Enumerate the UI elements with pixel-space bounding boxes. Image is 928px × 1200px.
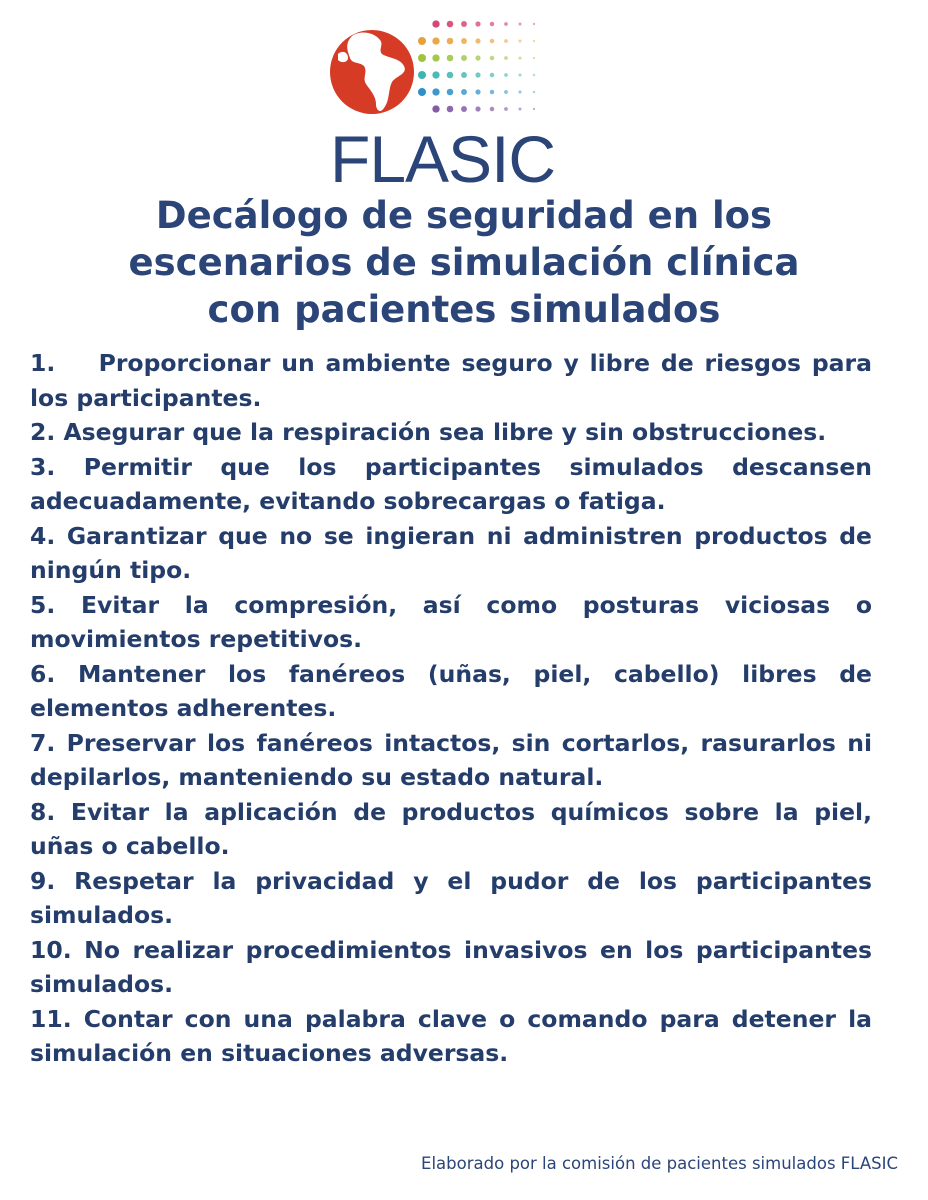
item-number: 4. bbox=[30, 521, 56, 550]
list-item bbox=[30, 657, 872, 726]
logo-dot bbox=[447, 89, 454, 96]
title-line-1: Decálogo de seguridad en los bbox=[155, 194, 773, 237]
logo-dot bbox=[461, 21, 467, 27]
logo-dot bbox=[461, 55, 467, 61]
logo-dot bbox=[475, 72, 480, 77]
logo-dot bbox=[418, 88, 426, 96]
item-number: 8. bbox=[30, 797, 56, 826]
logo-dot bbox=[490, 107, 495, 112]
item-text: Proporcionar un ambiente seguro y libre de riesgos para los participantes. bbox=[30, 349, 872, 412]
item-number: 9. bbox=[30, 866, 56, 895]
item-number: 6. bbox=[30, 659, 56, 688]
logo-dot bbox=[533, 40, 535, 42]
item-text: Mantener los fanéreos (uñas, piel, cabello) libres de elementos adherentes. bbox=[30, 659, 872, 722]
item-text: Asegurar que la respiración sea libre y sin obstrucciones. bbox=[63, 418, 827, 446]
item-number: 5. bbox=[30, 590, 56, 619]
title-line-2: escenarios de simulación clínica bbox=[128, 241, 800, 284]
item-text: No realizar procedimientos invasivos en los participantes simulados. bbox=[30, 935, 873, 998]
logo-dot bbox=[490, 39, 495, 44]
logo-dot bbox=[533, 23, 535, 25]
logo-dot bbox=[490, 22, 495, 27]
logo-dot bbox=[533, 91, 535, 93]
logo-dot bbox=[447, 106, 454, 113]
item-number: 7. bbox=[30, 728, 56, 757]
item-text: Permitir que los participantes simulados descansen adecuadamente, evitando sobrecargas o fatiga. bbox=[30, 452, 872, 515]
logo-dot bbox=[518, 22, 521, 25]
logo-dot bbox=[518, 56, 521, 59]
logo-dot bbox=[504, 90, 508, 94]
logo-dot bbox=[518, 90, 521, 93]
logo-dot bbox=[518, 107, 521, 110]
item-text: Respetar la privacidad y el pudor de los participantes simulados. bbox=[30, 866, 872, 929]
item-text: Preservar los fanéreos intactos, sin cortarlos, rasurarlos ni depilarlos, manteniendo su estado natural. bbox=[30, 728, 872, 791]
logo-dot bbox=[533, 108, 535, 110]
logo-dot bbox=[432, 54, 439, 61]
logo-dot bbox=[475, 106, 480, 111]
list-item bbox=[30, 933, 872, 1002]
item-number: 1. bbox=[30, 349, 56, 377]
logo-dot bbox=[475, 21, 480, 26]
list-item bbox=[30, 450, 872, 519]
list-item bbox=[30, 415, 872, 450]
item-number: 2. bbox=[30, 418, 56, 446]
logo-dot bbox=[490, 90, 495, 95]
list-item bbox=[30, 1002, 872, 1071]
logo-dot bbox=[447, 38, 454, 45]
logo-dot bbox=[518, 73, 521, 76]
logo-dot bbox=[461, 38, 467, 44]
list-item bbox=[30, 726, 872, 795]
item-number: 11. bbox=[30, 1004, 72, 1033]
logo-dot bbox=[432, 37, 439, 44]
list-item bbox=[30, 795, 872, 864]
logo-dot bbox=[447, 72, 454, 79]
logo-dot bbox=[518, 39, 521, 42]
logo-dot bbox=[504, 107, 508, 111]
globe-americas-dotted-icon bbox=[330, 14, 560, 134]
title-line-3: con pacientes simulados bbox=[207, 288, 721, 331]
logo-dot bbox=[533, 74, 535, 76]
logo-dot bbox=[432, 71, 439, 78]
logo-dot bbox=[504, 73, 508, 77]
footer-credit: Elaborado por la comisión de pacientes simulados FLASIC bbox=[421, 1154, 898, 1173]
item-text: Contar con una palabra clave o comando para detener la simulación en situaciones adversas. bbox=[30, 1004, 873, 1067]
item-number: 3. bbox=[30, 452, 56, 481]
logo-dot bbox=[418, 54, 426, 62]
logo-dot bbox=[533, 57, 535, 59]
page-title bbox=[30, 192, 898, 333]
logo-dot bbox=[418, 71, 426, 79]
logo-dot bbox=[447, 55, 454, 62]
logo-dot bbox=[490, 56, 495, 61]
logo-dot bbox=[461, 106, 467, 112]
logo-dot bbox=[418, 37, 426, 45]
logo-dot bbox=[447, 21, 454, 28]
logo-dot bbox=[490, 73, 495, 78]
logo-dot bbox=[432, 88, 439, 95]
list-item bbox=[30, 864, 872, 933]
logo-dot bbox=[432, 20, 439, 27]
item-text: Evitar la aplicación de productos químicos sobre la piel, uñas o cabello. bbox=[30, 797, 872, 860]
item-text: Garantizar que no se ingieran ni administren productos de ningún tipo. bbox=[30, 521, 872, 584]
logo-dot bbox=[504, 22, 508, 26]
item-number: 10. bbox=[30, 935, 72, 964]
logo-dot bbox=[461, 72, 467, 78]
logo-dot bbox=[475, 55, 480, 60]
logo-dot bbox=[504, 39, 508, 43]
item-text: Evitar la compresión, así como posturas viciosas o movimientos repetitivos. bbox=[30, 590, 872, 653]
list-item bbox=[30, 346, 872, 415]
logo-dot bbox=[504, 56, 508, 60]
list-item bbox=[30, 519, 872, 588]
logo-dot bbox=[475, 89, 480, 94]
logo-dot bbox=[461, 89, 467, 95]
flasic-wordmark: FLASIC bbox=[330, 122, 556, 196]
list-item bbox=[30, 588, 872, 657]
logo-dot bbox=[475, 38, 480, 43]
safety-rules-list bbox=[30, 346, 872, 1071]
flasic-logo bbox=[330, 14, 560, 196]
logo-dot bbox=[432, 105, 439, 112]
